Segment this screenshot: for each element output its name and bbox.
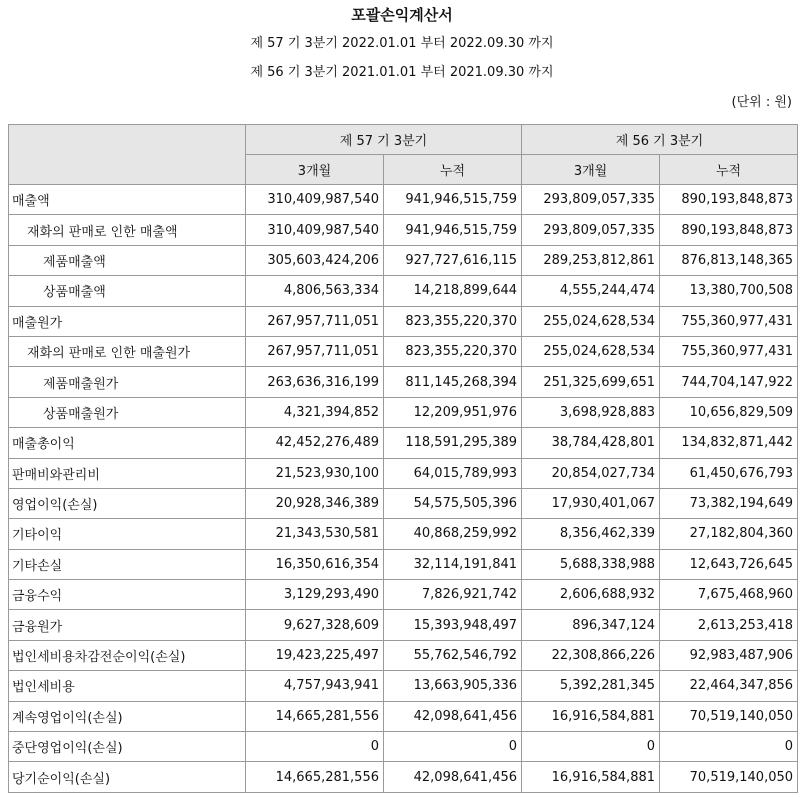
row-value: 14,218,899,644 [384, 276, 522, 306]
row-label: 판매비와관리비 [9, 458, 246, 488]
row-value: 0 [522, 732, 660, 762]
row-label: 재화의 판매로 인한 매출액 [9, 215, 246, 245]
row-value: 70,519,140,050 [660, 762, 798, 792]
header-label-cell [9, 125, 246, 185]
row-value: 10,656,829,509 [660, 397, 798, 427]
row-value: 12,209,951,976 [384, 397, 522, 427]
income-statement-table [8, 124, 798, 793]
row-value: 251,325,699,651 [522, 367, 660, 397]
table-row [9, 671, 798, 701]
table-row [9, 701, 798, 731]
row-value: 0 [384, 732, 522, 762]
table-row [9, 519, 798, 549]
row-value: 755,360,977,431 [660, 306, 798, 336]
table-row [9, 245, 798, 275]
row-value: 20,854,027,734 [522, 458, 660, 488]
row-value: 42,452,276,489 [246, 428, 384, 458]
row-label: 매출원가 [9, 306, 246, 336]
row-value: 15,393,948,497 [384, 610, 522, 640]
row-value: 890,193,848,873 [660, 185, 798, 215]
row-value: 310,409,987,540 [246, 215, 384, 245]
row-label: 제품매출원가 [9, 367, 246, 397]
row-value: 305,603,424,206 [246, 245, 384, 275]
row-value: 4,555,244,474 [522, 276, 660, 306]
header-current-period: 제 57 기 3분기 [246, 125, 522, 155]
row-value: 8,356,462,339 [522, 519, 660, 549]
header-row-groups [9, 125, 798, 155]
row-value: 64,015,789,993 [384, 458, 522, 488]
row-label: 기타이익 [9, 519, 246, 549]
row-value: 941,946,515,759 [384, 215, 522, 245]
table-row [9, 640, 798, 670]
row-value: 755,360,977,431 [660, 336, 798, 366]
unit-note: (단위 : 원) [731, 95, 792, 110]
row-value: 61,450,676,793 [660, 458, 798, 488]
table-row [9, 185, 798, 215]
row-value: 13,663,905,336 [384, 671, 522, 701]
row-value: 255,024,628,534 [522, 336, 660, 366]
row-value: 21,523,930,100 [246, 458, 384, 488]
row-value: 293,809,057,335 [522, 185, 660, 215]
row-label: 기타손실 [9, 549, 246, 579]
header-prior-cumulative: 누적 [660, 155, 798, 185]
header-current-cumulative: 누적 [384, 155, 522, 185]
row-value: 55,762,546,792 [384, 640, 522, 670]
row-value: 3,129,293,490 [246, 580, 384, 610]
row-value: 7,675,468,960 [660, 580, 798, 610]
row-value: 5,688,338,988 [522, 549, 660, 579]
row-value: 42,098,641,456 [384, 762, 522, 792]
row-value: 40,868,259,992 [384, 519, 522, 549]
row-value: 255,024,628,534 [522, 306, 660, 336]
row-label: 계속영업이익(손실) [9, 701, 246, 731]
row-value: 7,826,921,742 [384, 580, 522, 610]
row-value: 823,355,220,370 [384, 336, 522, 366]
row-value: 267,957,711,051 [246, 336, 384, 366]
row-value: 32,114,191,841 [384, 549, 522, 579]
row-value: 27,182,804,360 [660, 519, 798, 549]
row-value: 16,350,616,354 [246, 549, 384, 579]
row-value: 19,423,225,497 [246, 640, 384, 670]
row-value: 823,355,220,370 [384, 306, 522, 336]
row-value: 118,591,295,389 [384, 428, 522, 458]
statement-title: 포괄손익계산서 [351, 6, 453, 24]
row-value: 2,613,253,418 [660, 610, 798, 640]
row-value: 293,809,057,335 [522, 215, 660, 245]
table-row [9, 762, 798, 792]
statement-body [9, 185, 798, 793]
table-row [9, 215, 798, 245]
row-label: 상품매출액 [9, 276, 246, 306]
row-value: 16,916,584,881 [522, 701, 660, 731]
row-value: 2,606,688,932 [522, 580, 660, 610]
row-value: 70,519,140,050 [660, 701, 798, 731]
row-value: 811,145,268,394 [384, 367, 522, 397]
row-value: 4,806,563,334 [246, 276, 384, 306]
row-value: 263,636,316,199 [246, 367, 384, 397]
row-label: 영업이익(손실) [9, 488, 246, 518]
table-row [9, 732, 798, 762]
row-value: 0 [246, 732, 384, 762]
row-value: 927,727,616,115 [384, 245, 522, 275]
row-value: 42,098,641,456 [384, 701, 522, 731]
table-row [9, 488, 798, 518]
table-row [9, 458, 798, 488]
row-value: 134,832,871,442 [660, 428, 798, 458]
row-value: 14,665,281,556 [246, 762, 384, 792]
row-label: 매출액 [9, 185, 246, 215]
row-label: 법인세비용차감전순이익(손실) [9, 640, 246, 670]
period-prior: 제 56 기 3분기 2021.01.01 부터 2021.09.30 까지 [250, 65, 554, 80]
table-row [9, 580, 798, 610]
row-value: 73,382,194,649 [660, 488, 798, 518]
row-value: 5,392,281,345 [522, 671, 660, 701]
row-value: 21,343,530,581 [246, 519, 384, 549]
row-value: 92,983,487,906 [660, 640, 798, 670]
row-value: 890,193,848,873 [660, 215, 798, 245]
row-value: 22,464,347,856 [660, 671, 798, 701]
row-label: 중단영업이익(손실) [9, 732, 246, 762]
header-prior-3month: 3개월 [522, 155, 660, 185]
row-value: 38,784,428,801 [522, 428, 660, 458]
row-value: 3,698,928,883 [522, 397, 660, 427]
table-row [9, 306, 798, 336]
table-row [9, 549, 798, 579]
row-value: 13,380,700,508 [660, 276, 798, 306]
row-value: 9,627,328,609 [246, 610, 384, 640]
row-value: 289,253,812,861 [522, 245, 660, 275]
row-value: 310,409,987,540 [246, 185, 384, 215]
header-prior-period: 제 56 기 3분기 [522, 125, 798, 155]
row-value: 14,665,281,556 [246, 701, 384, 731]
row-value: 20,928,346,389 [246, 488, 384, 518]
table-row [9, 397, 798, 427]
row-value: 941,946,515,759 [384, 185, 522, 215]
row-value: 876,813,148,365 [660, 245, 798, 275]
row-value: 17,930,401,067 [522, 488, 660, 518]
row-value: 4,321,394,852 [246, 397, 384, 427]
row-label: 당기순이익(손실) [9, 762, 246, 792]
table-row [9, 276, 798, 306]
table-row [9, 610, 798, 640]
row-value: 16,916,584,881 [522, 762, 660, 792]
row-label: 재화의 판매로 인한 매출원가 [9, 336, 246, 366]
table-row [9, 367, 798, 397]
period-current: 제 57 기 3분기 2022.01.01 부터 2022.09.30 까지 [250, 36, 554, 51]
row-label: 금융원가 [9, 610, 246, 640]
row-value: 22,308,866,226 [522, 640, 660, 670]
row-value: 4,757,943,941 [246, 671, 384, 701]
row-value: 896,347,124 [522, 610, 660, 640]
row-label: 법인세비용 [9, 671, 246, 701]
header-current-3month: 3개월 [246, 155, 384, 185]
row-label: 매출총이익 [9, 428, 246, 458]
row-value: 12,643,726,645 [660, 549, 798, 579]
row-label: 상품매출원가 [9, 397, 246, 427]
row-value: 0 [660, 732, 798, 762]
row-value: 54,575,505,396 [384, 488, 522, 518]
table-row [9, 336, 798, 366]
row-value: 744,704,147,922 [660, 367, 798, 397]
table-row [9, 428, 798, 458]
row-value: 267,957,711,051 [246, 306, 384, 336]
row-label: 금융수익 [9, 580, 246, 610]
row-label: 제품매출액 [9, 245, 246, 275]
